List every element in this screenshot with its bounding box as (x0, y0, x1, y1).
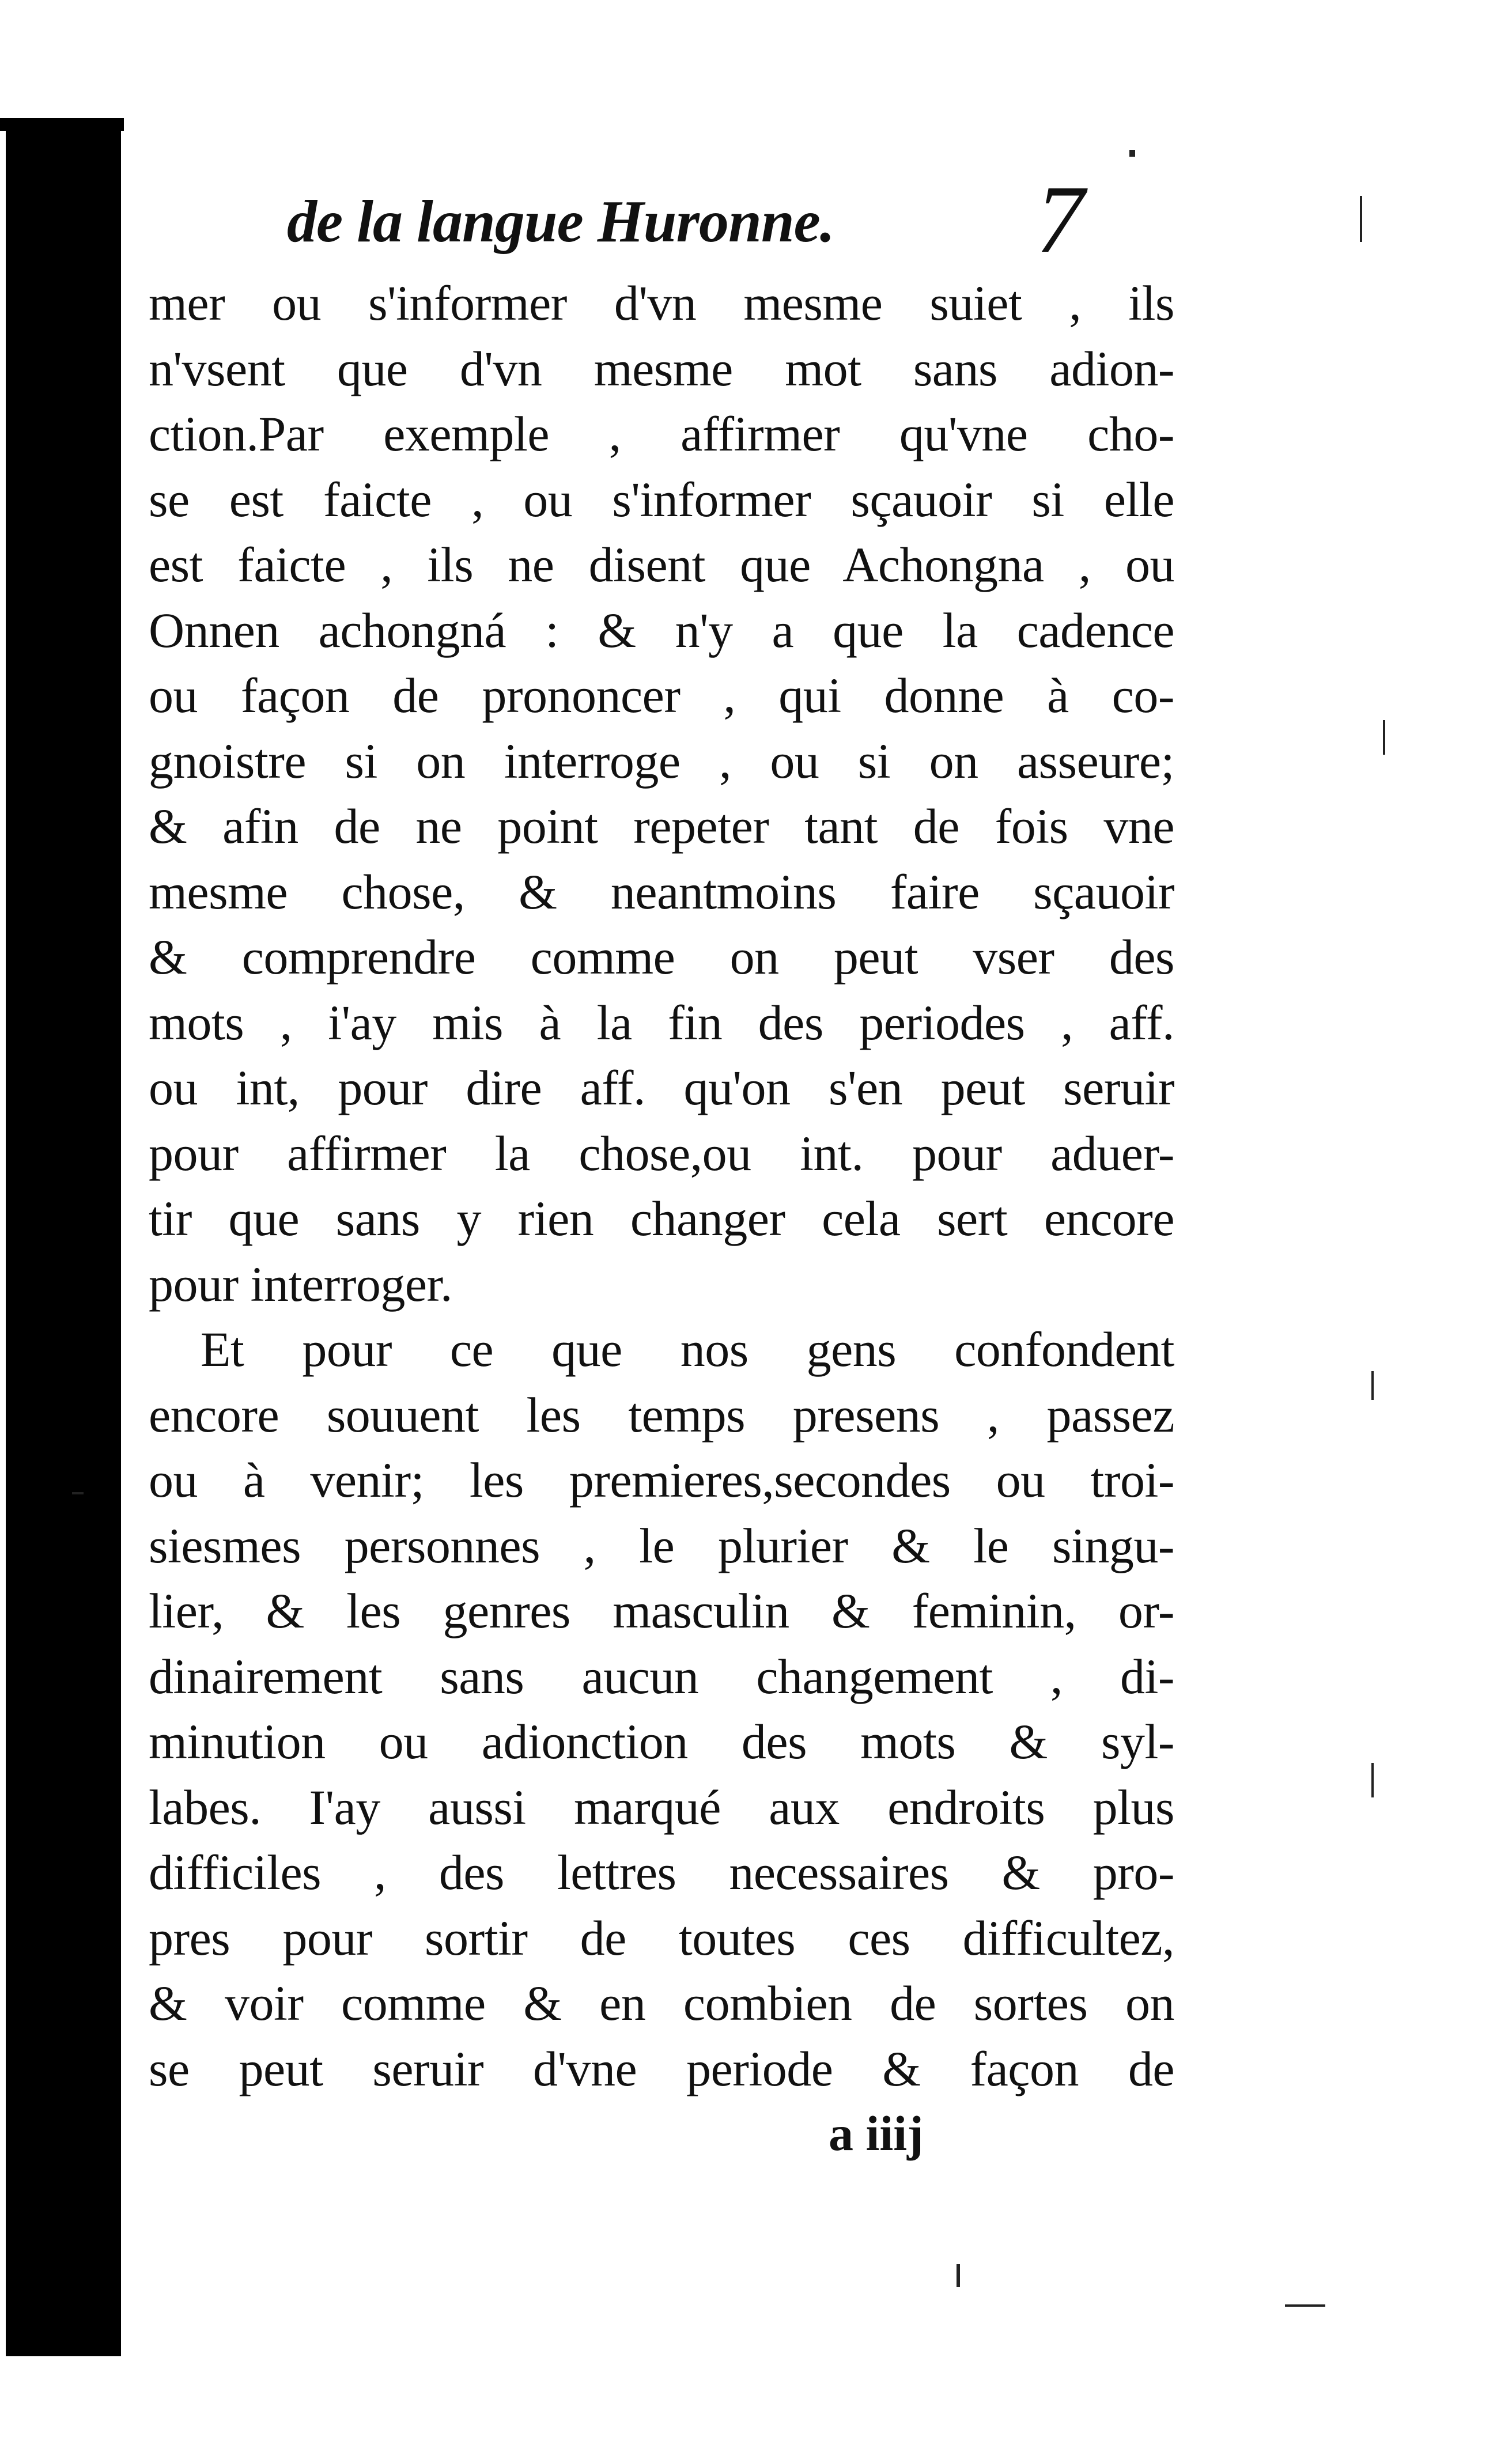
text-line: mesme chose, & neantmoins faire sçauoir (149, 864, 1174, 919)
scan-speck (1285, 2304, 1325, 2307)
text-line: pour interroger. (149, 1256, 452, 1312)
scan-speck (72, 1492, 84, 1494)
text-line: & afin de ne point repeter tant de fois vne (149, 798, 1174, 854)
text-line: gnoistre si on interroge , ou si on asseure; (149, 733, 1174, 789)
scan-speck (1383, 720, 1385, 755)
text-line: Et pour ce que nos gens confondent (201, 1322, 1174, 1377)
text-line: difficiles , des lettres necessaires & pro- (149, 1845, 1174, 1900)
text-line: est faicte , ils ne disent que Achongna , ou (149, 537, 1174, 592)
text-line: siesmes personnes , le plurier & le singu- (149, 1517, 1174, 1573)
scan-speck (1371, 1371, 1374, 1400)
scan-speck (957, 2264, 960, 2287)
text-line: dinairement sans aucun changement , di- (149, 1648, 1174, 1704)
text-line: se peut seruir d'vne periode & façon de (149, 2041, 1174, 2096)
text-line: minution ou adionction des mots & syl- (149, 1714, 1174, 1769)
text-line: ou int, pour dire aff. qu'on s'en peut seruir (149, 1060, 1174, 1115)
text-line: pour affirmer la chose,ou int. pour aduer- (149, 1125, 1174, 1181)
text-line: ou à venir; les premieres,secondes ou troi- (149, 1452, 1174, 1508)
page-number: 7 (1036, 166, 1084, 273)
body-text (149, 271, 1174, 2102)
text-line: labes. I'ay aussi marqué aux endroits plus (149, 1779, 1174, 1835)
text-line: n'vsent que d'vn mesme mot sans adion- (149, 340, 1174, 396)
text-line: ou façon de prononcer , qui donne à co- (149, 668, 1174, 723)
text-line: lier, & les genres masculin & feminin, or- (149, 1583, 1174, 1638)
text-line: pres pour sortir de toutes ces difficultez, (149, 1910, 1174, 1966)
text-line: & comprendre comme on peut vser des (149, 929, 1174, 985)
binding-shadow (6, 118, 121, 2356)
scan-speck (1371, 1763, 1374, 1797)
text-line: encore souuent les temps presens , passez (149, 1387, 1174, 1443)
signature-mark: a iiij (829, 2106, 924, 2161)
scan-speck (1360, 196, 1362, 242)
text-line: mots , i'ay mis à la fin des periodes , aff. (149, 994, 1174, 1050)
page-footer (149, 2102, 1174, 2182)
text-line: Onnen achongná : & n'y a que la cadence (149, 602, 1174, 658)
text-line: & voir comme & en combien de sortes on (149, 1975, 1174, 2031)
page (149, 153, 1174, 2182)
scan-speck (1129, 150, 1135, 157)
text-line: ction.Par exemple , affirmer qu'vne cho- (149, 406, 1174, 461)
page-header (149, 153, 1174, 273)
text-line: mer ou s'informer d'vn mesme suiet , ils (149, 275, 1174, 331)
text-line: tir que sans y rien changer cela sert encore (149, 1191, 1174, 1246)
text-line: se est faicte , ou s'informer sçauoir si elle (149, 471, 1174, 527)
running-title: de la langue Huronne. (287, 188, 834, 255)
